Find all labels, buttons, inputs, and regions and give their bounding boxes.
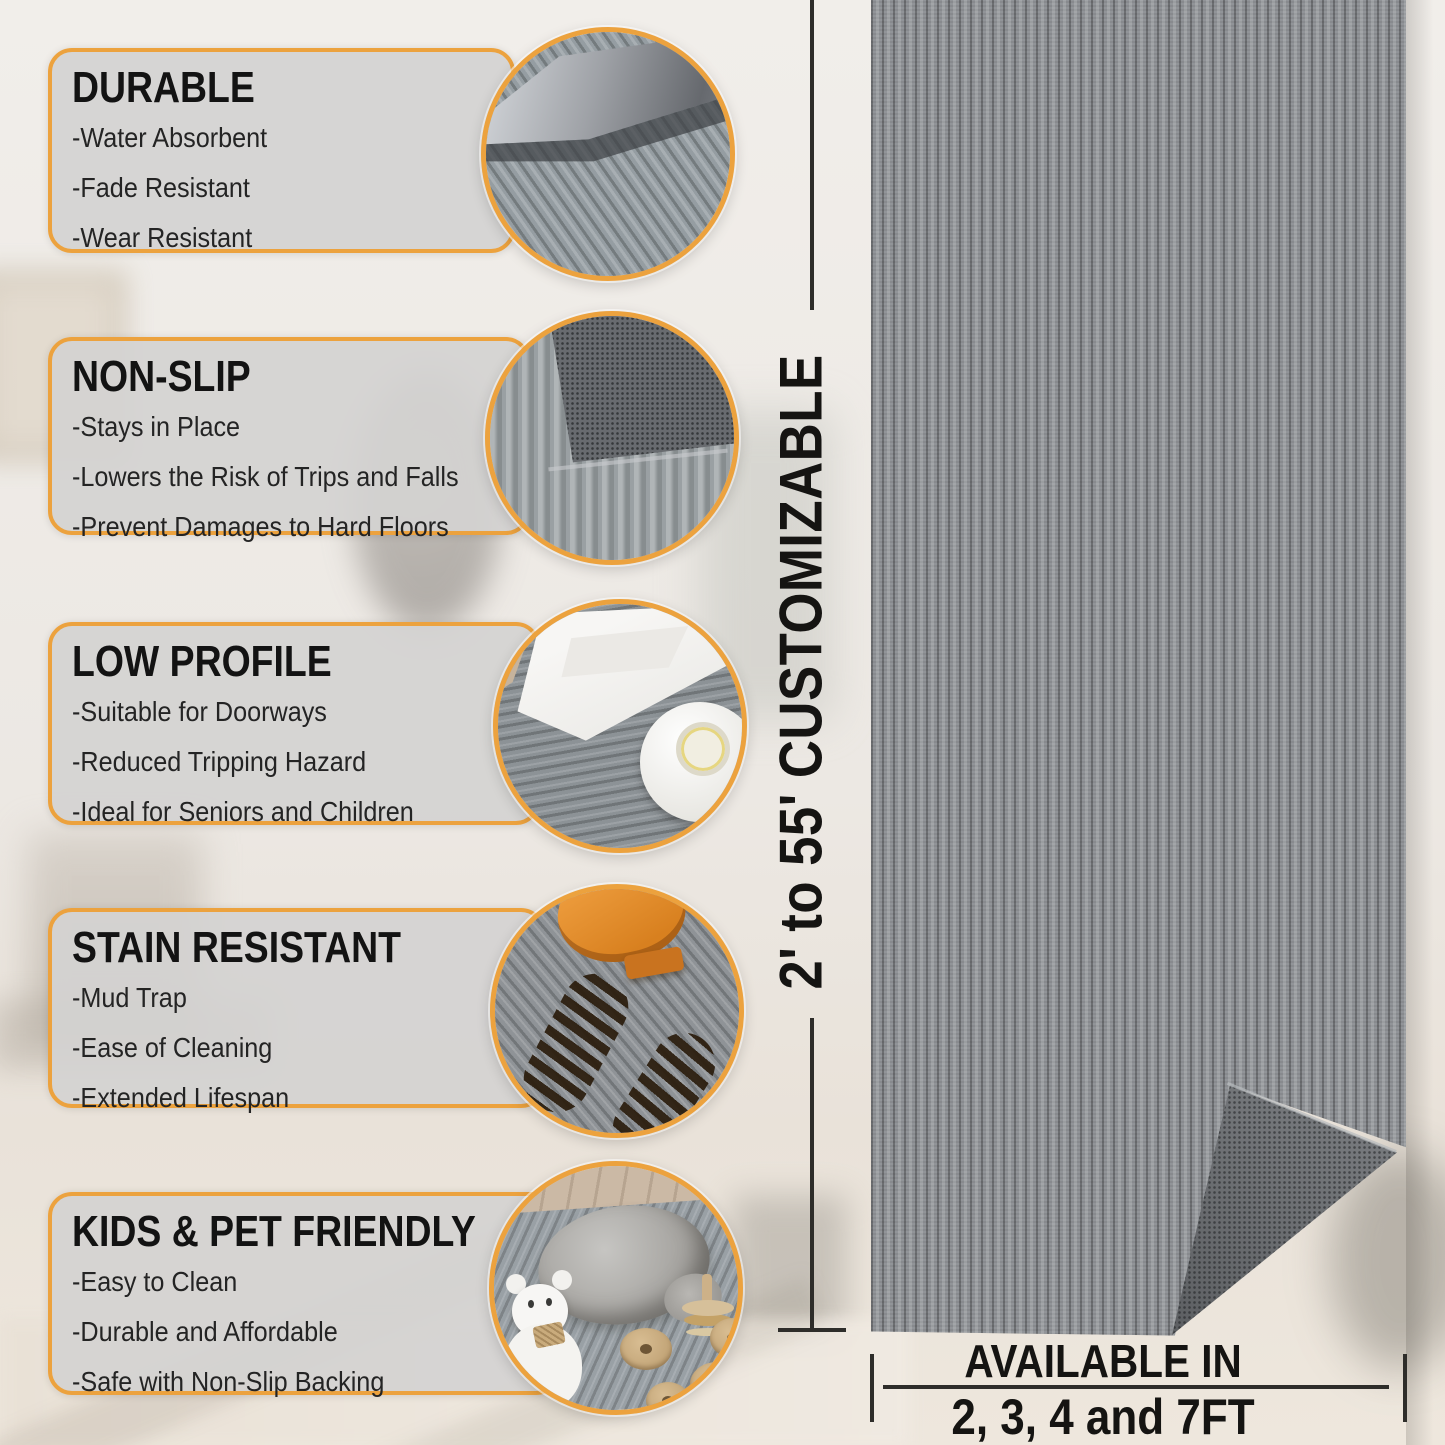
- photo-stacking-toy-rings: [682, 1300, 734, 1316]
- customizable-length-label: 2' to 55' CUSTOMIZABLE: [767, 354, 835, 990]
- feature-photo-low-profile: [493, 599, 747, 853]
- photo-teddy-ear: [552, 1270, 572, 1290]
- photo-robot-vacuum-turret: [676, 722, 730, 776]
- feature-title: STAIN RESISTANT: [72, 923, 401, 972]
- feature-photo-kids-pet-friendly: [489, 1161, 743, 1415]
- feature-bullet: -Prevent Damages to Hard Floors: [72, 510, 449, 542]
- feature-bullet: -Suitable for Doorways: [72, 695, 327, 727]
- feature-bullet: -Water Absorbent: [72, 121, 268, 153]
- feature-bullet: -Ideal for Seniors and Children: [72, 795, 414, 827]
- feature-card-stain-resistant: [48, 908, 545, 1113]
- horizontal-dimension-right-tick: [1403, 1354, 1407, 1422]
- feature-card-non-slip: [48, 337, 530, 542]
- photo-teddy-eye: [528, 1300, 534, 1308]
- feature-bullet: -Extended Lifespan: [72, 1081, 290, 1113]
- carpet-edge-shadow: [1406, 0, 1445, 1445]
- feature-bullet: -Ease of Cleaning: [72, 1031, 273, 1063]
- feature-photo-durable: [481, 27, 735, 281]
- feature-bullet: -Easy to Clean: [72, 1265, 238, 1297]
- feature-bullet: -Reduced Tripping Hazard: [72, 745, 367, 777]
- feature-title: NON-SLIP: [72, 352, 251, 401]
- available-sizes-label: 2, 3, 4 and 7FT: [951, 1389, 1255, 1445]
- feature-title: DURABLE: [72, 63, 255, 112]
- feature-bullet: -Durable and Affordable: [72, 1315, 338, 1347]
- feature-title: LOW PROFILE: [72, 637, 332, 686]
- photo-wooden-ring: [690, 1362, 743, 1406]
- feature-card-kids-pet-friendly: [48, 1192, 560, 1395]
- feature-card-durable: [48, 48, 515, 253]
- feature-bullet: -Mud Trap: [72, 981, 187, 1013]
- feature-bullet: -Lowers the Risk of Trips and Falls: [72, 460, 459, 492]
- feature-photo-non-slip: [485, 311, 739, 565]
- photo-teddy-eye: [546, 1298, 552, 1306]
- horizontal-dimension-left-tick: [870, 1354, 874, 1422]
- vertical-dimension-line-top: [810, 0, 814, 310]
- feature-bullet: -Fade Resistant: [72, 171, 250, 203]
- feature-photo-stain-resistant: [490, 884, 744, 1138]
- feature-bullet: -Wear Resistant: [72, 221, 253, 253]
- vertical-dimension-endcap: [778, 1328, 846, 1332]
- feature-card-low-profile: [48, 622, 540, 825]
- available-in-label: AVAILABLE IN: [964, 1335, 1242, 1387]
- vertical-dimension-line-bottom: [810, 1018, 814, 1329]
- feature-bullet: -Stays in Place: [72, 410, 241, 442]
- feature-bullet: -Safe with Non-Slip Backing: [72, 1365, 385, 1397]
- feature-title: KIDS & PET FRIENDLY: [72, 1207, 476, 1256]
- photo-wooden-ring: [620, 1328, 672, 1370]
